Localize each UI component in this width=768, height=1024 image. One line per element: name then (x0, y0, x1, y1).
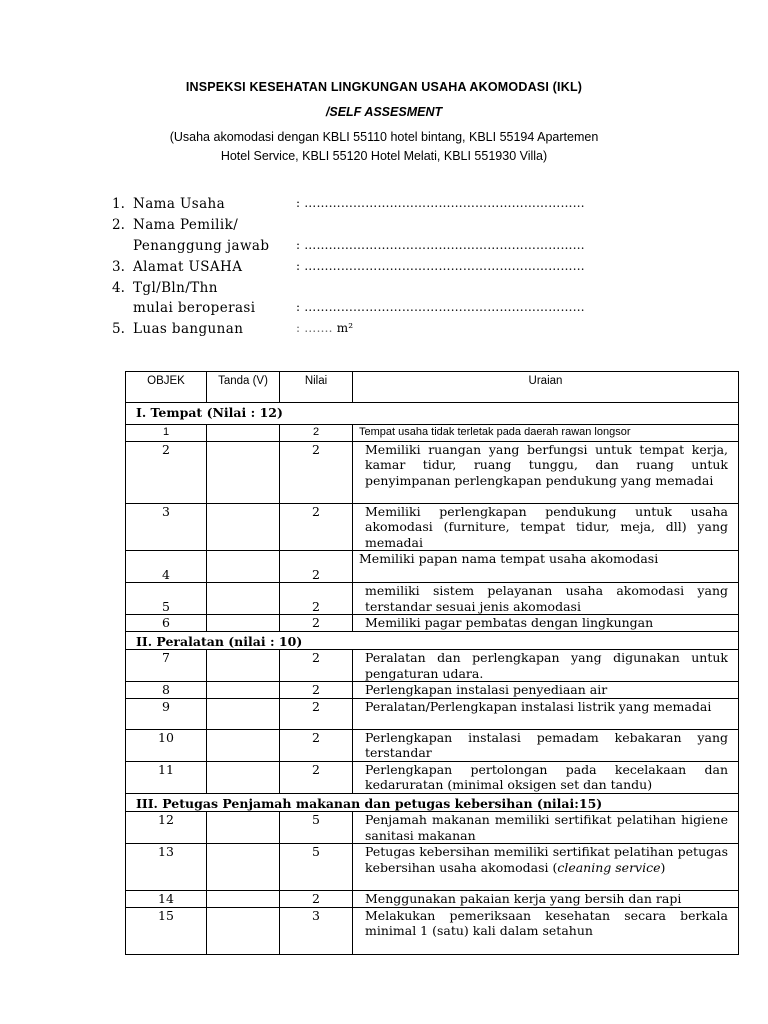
objek-cell: 1 (126, 425, 207, 442)
item-number: 4. (112, 280, 125, 296)
nilai-cell: 2 (280, 425, 353, 442)
scope-line-2: Hotel Service, KBLI 55120 Hotel Melati, KBLI 551930 Villa) (220, 149, 548, 163)
uraian-italic: cleaning service (557, 859, 661, 875)
table-row (126, 761, 739, 793)
table-row (126, 812, 739, 844)
tanda-cell[interactable] (207, 503, 280, 551)
nilai-cell: 2 (280, 615, 353, 632)
uraian-cell: Memiliki papan nama tempat usaha akomodasi (353, 551, 739, 583)
uraian-cell (353, 844, 739, 891)
tanda-cell[interactable] (207, 682, 280, 699)
section-title: III. Petugas Penjamah makanan dan petugas kebersihan (nilai:15) (126, 793, 739, 812)
form-title: INSPEKSI KESEHATAN LINGKUNGAN USAHA AKOMODASI (IKL) (185, 80, 583, 94)
header-objek: OBJEK (126, 372, 207, 403)
section-row-tempat (126, 403, 739, 425)
objek-cell: 11 (126, 761, 207, 793)
header-tanda: Tanda (V) (207, 372, 280, 403)
uraian-cell: Penjamah makanan memiliki sertifikat pelatihan higiene sanitasi makanan (353, 812, 739, 844)
field-luas[interactable] (296, 321, 353, 335)
tanda-cell[interactable] (207, 441, 280, 503)
tanda-cell[interactable] (207, 551, 280, 583)
section-title: II. Peralatan (nilai : 10) (126, 631, 739, 650)
nilai-cell: 3 (280, 907, 353, 954)
table-header-row (126, 372, 739, 403)
nilai-cell: 2 (280, 729, 353, 761)
objek-cell: 3 (126, 503, 207, 551)
field-nama-usaha[interactable]: : …………………………………………………………… (296, 196, 585, 210)
nilai-cell: 2 (280, 503, 353, 551)
objek-cell: 8 (126, 682, 207, 699)
table-row (126, 844, 739, 891)
table-row (126, 503, 739, 551)
nilai-cell: 2 (280, 761, 353, 793)
tanda-cell[interactable] (207, 844, 280, 891)
nilai-cell: 2 (280, 698, 353, 729)
label-penanggung-jawab: Penanggung jawab (133, 238, 270, 254)
nilai-cell: 2 (280, 891, 353, 908)
assessment-table (125, 371, 739, 955)
uraian-cell: Perlengkapan instalasi pemadam kebakaran yang terstandar (353, 729, 739, 761)
uraian-tail: ) (660, 859, 666, 875)
objek-cell: 10 (126, 729, 207, 761)
label-alamat: Alamat USAHA (133, 259, 243, 275)
uraian-cell: Peralatan/Perlengkapan instalasi listrik yang memadai (353, 698, 739, 729)
section-row-petugas (126, 793, 739, 812)
uraian-cell: Peralatan dan perlengkapan yang digunakan untuk pengaturan udara. (353, 650, 739, 682)
tanda-cell[interactable] (207, 650, 280, 682)
nilai-cell: 2 (280, 551, 353, 583)
uraian-cell: memiliki sistem pelayanan usaha akomodasi yang terstandar sesuai jenis akomodasi (353, 583, 739, 615)
uraian-cell: Perlengkapan instalasi penyediaan air (353, 682, 739, 699)
table-row (126, 682, 739, 699)
section-row-peralatan (126, 631, 739, 650)
table-row (126, 615, 739, 632)
uraian-cell: Menggunakan pakaian kerja yang bersih dan rapi (353, 891, 739, 908)
luas-dots: : ……. (296, 321, 333, 335)
table-row (126, 698, 739, 729)
tanda-cell[interactable] (207, 812, 280, 844)
uraian-cell: Memiliki pagar pembatas dengan lingkungan (353, 615, 739, 632)
form-subtitle: /SELF ASSESMENT (325, 105, 443, 119)
tanda-cell[interactable] (207, 729, 280, 761)
uraian-cell: Memiliki perlengkapan pendukung untuk usaha akomodasi (furniture, tempat tidur, meja, dll) yang memadai (353, 503, 739, 551)
objek-cell: 7 (126, 650, 207, 682)
objek-cell: 5 (126, 583, 207, 615)
tanda-cell[interactable] (207, 615, 280, 632)
objek-cell: 12 (126, 812, 207, 844)
nilai-cell: 5 (280, 844, 353, 891)
header-uraian: Uraian (353, 372, 739, 403)
objek-cell: 15 (126, 907, 207, 954)
uraian-cell: Memiliki ruangan yang berfungsi untuk tempat kerja, kamar tidur, ruang tunggu, dan ruang untuk penyimpanan perlengkapan pendukung yang memadai (353, 441, 739, 503)
table-row (126, 551, 739, 583)
table-row (126, 891, 739, 908)
tanda-cell[interactable] (207, 761, 280, 793)
nilai-cell: 2 (280, 682, 353, 699)
tanda-cell[interactable] (207, 425, 280, 442)
scope-line-1: (Usaha akomodasi dengan KBLI 55110 hotel bintang, KBLI 55194 Apartemen (169, 130, 599, 144)
header-nilai: Nilai (280, 372, 353, 403)
item-number: 5. (112, 321, 125, 337)
tanda-cell[interactable] (207, 891, 280, 908)
label-mulai-beroperasi: mulai beroperasi (133, 300, 256, 316)
label-luas: Luas bangunan (133, 321, 244, 337)
section-title: I. Tempat (Nilai : 12) (126, 403, 739, 425)
item-number: 3. (112, 259, 125, 275)
label-tgl: Tgl/Bln/Thn (133, 280, 218, 296)
label-nama-usaha: Nama Usaha (133, 196, 226, 212)
objek-cell: 14 (126, 891, 207, 908)
field-mulai-beroperasi[interactable]: : …………………………………………………………… (296, 300, 585, 314)
table-row (126, 907, 739, 954)
nilai-cell: 2 (280, 441, 353, 503)
objek-cell: 9 (126, 698, 207, 729)
nilai-cell: 2 (280, 583, 353, 615)
uraian-cell: Tempat usaha tidak terletak pada daerah rawan longsor (353, 425, 739, 442)
objek-cell: 13 (126, 844, 207, 891)
scope-note (130, 128, 638, 166)
nilai-cell: 2 (280, 650, 353, 682)
luas-unit: m² (336, 321, 354, 335)
field-alamat[interactable]: : …………………………………………………………… (296, 259, 585, 273)
table-row (126, 425, 739, 442)
objek-cell: 6 (126, 615, 207, 632)
uraian-text: Petugas kebersihan memiliki sertifikat pelatihan petugas kebersihan usaha akomodasi ( (365, 844, 728, 875)
uraian-cell: Melakukan pemeriksaan kesehatan secara berkala minimal 1 (satu) kali dalam setahun (353, 907, 739, 954)
field-penanggung-jawab[interactable]: : …………………………………………………………… (296, 238, 585, 252)
table-row (126, 729, 739, 761)
tanda-cell[interactable] (207, 583, 280, 615)
objek-cell: 2 (126, 441, 207, 503)
uraian-cell: Perlengkapan pertolongan pada kecelakaan dan kedaruratan (minimal oksigen set dan tandu) (353, 761, 739, 793)
item-number: 1. (112, 196, 125, 212)
tanda-cell[interactable] (207, 907, 280, 954)
objek-cell: 4 (126, 551, 207, 583)
tanda-cell[interactable] (207, 698, 280, 729)
table-row (126, 650, 739, 682)
table-row (126, 441, 739, 503)
item-number: 2. (112, 217, 125, 233)
label-nama-pemilik: Nama Pemilik/ (133, 217, 239, 233)
nilai-cell: 5 (280, 812, 353, 844)
table-row (126, 583, 739, 615)
